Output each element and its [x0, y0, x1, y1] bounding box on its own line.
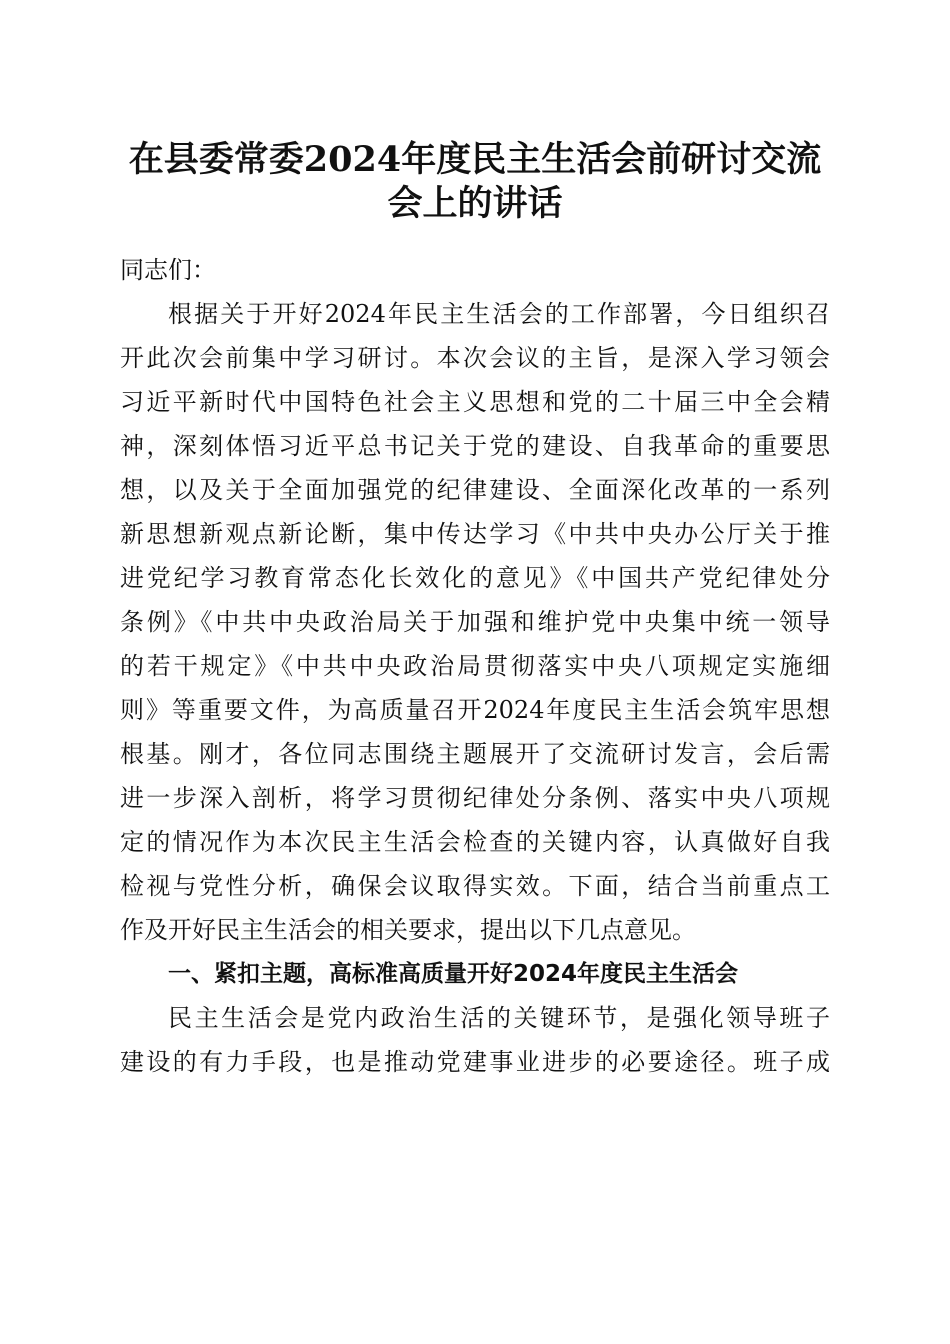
- paragraph-line: 则》等重要文件，为高质量召开2024年度民主生活会筑牢思想: [120, 696, 830, 724]
- document-title-line-1: 在县委常委2024年度民主生活会前研讨交流: [128, 139, 822, 180]
- paragraph-line: 想，以及关于全面加强党的纪律建设、全面深化改革的一系列: [120, 476, 830, 504]
- paragraph-line: 建设的有力手段，也是推动党建事业进步的必要途径。班子成: [120, 1048, 830, 1076]
- document-title-line-2: 会上的讲话: [387, 183, 563, 224]
- paragraph-line: 根据关于开好2024年民主生活会的工作部署，今日组织召: [168, 300, 830, 328]
- paragraph-line: 的若干规定》《中共中央政治局贯彻落实中央八项规定实施细: [120, 652, 830, 680]
- salutation: 同志们：: [120, 256, 216, 284]
- paragraph-line: 定的情况作为本次民主生活会检查的关键内容，认真做好自我: [120, 828, 830, 856]
- paragraph-line: 作及开好民主生活会的相关要求，提出以下几点意见。: [120, 916, 696, 944]
- paragraph-line: 条例》《中共中央政治局关于加强和维护党中央集中统一领导: [120, 608, 830, 636]
- section-heading-1: 一、紧扣主题，高标准高质量开好2024年度民主生活会: [168, 961, 739, 987]
- paragraph-line: 检视与党性分析，确保会议取得实效。下面，结合当前重点工: [120, 872, 830, 900]
- paragraph-line: 新思想新观点新论断，集中传达学习《中共中央办公厅关于推: [120, 520, 830, 548]
- paragraph-line: 根基。刚才，各位同志围绕主题展开了交流研讨发言，会后需: [120, 740, 830, 768]
- paragraph-line: 进一步深入剖析，将学习贯彻纪律处分条例、落实中央八项规: [120, 784, 830, 812]
- paragraph-line: 习近平新时代中国特色社会主义思想和党的二十届三中全会精: [120, 388, 830, 416]
- paragraph-line: 民主生活会是党内政治生活的关键环节，是强化领导班子: [168, 1004, 830, 1032]
- paragraph-line: 进党纪学习教育常态化长效化的意见》《中国共产党纪律处分: [120, 564, 830, 592]
- paragraph-line: 开此次会前集中学习研讨。本次会议的主旨，是深入学习领会: [120, 344, 830, 372]
- paragraph-line: 神，深刻体悟习近平总书记关于党的建设、自我革命的重要思: [120, 432, 830, 460]
